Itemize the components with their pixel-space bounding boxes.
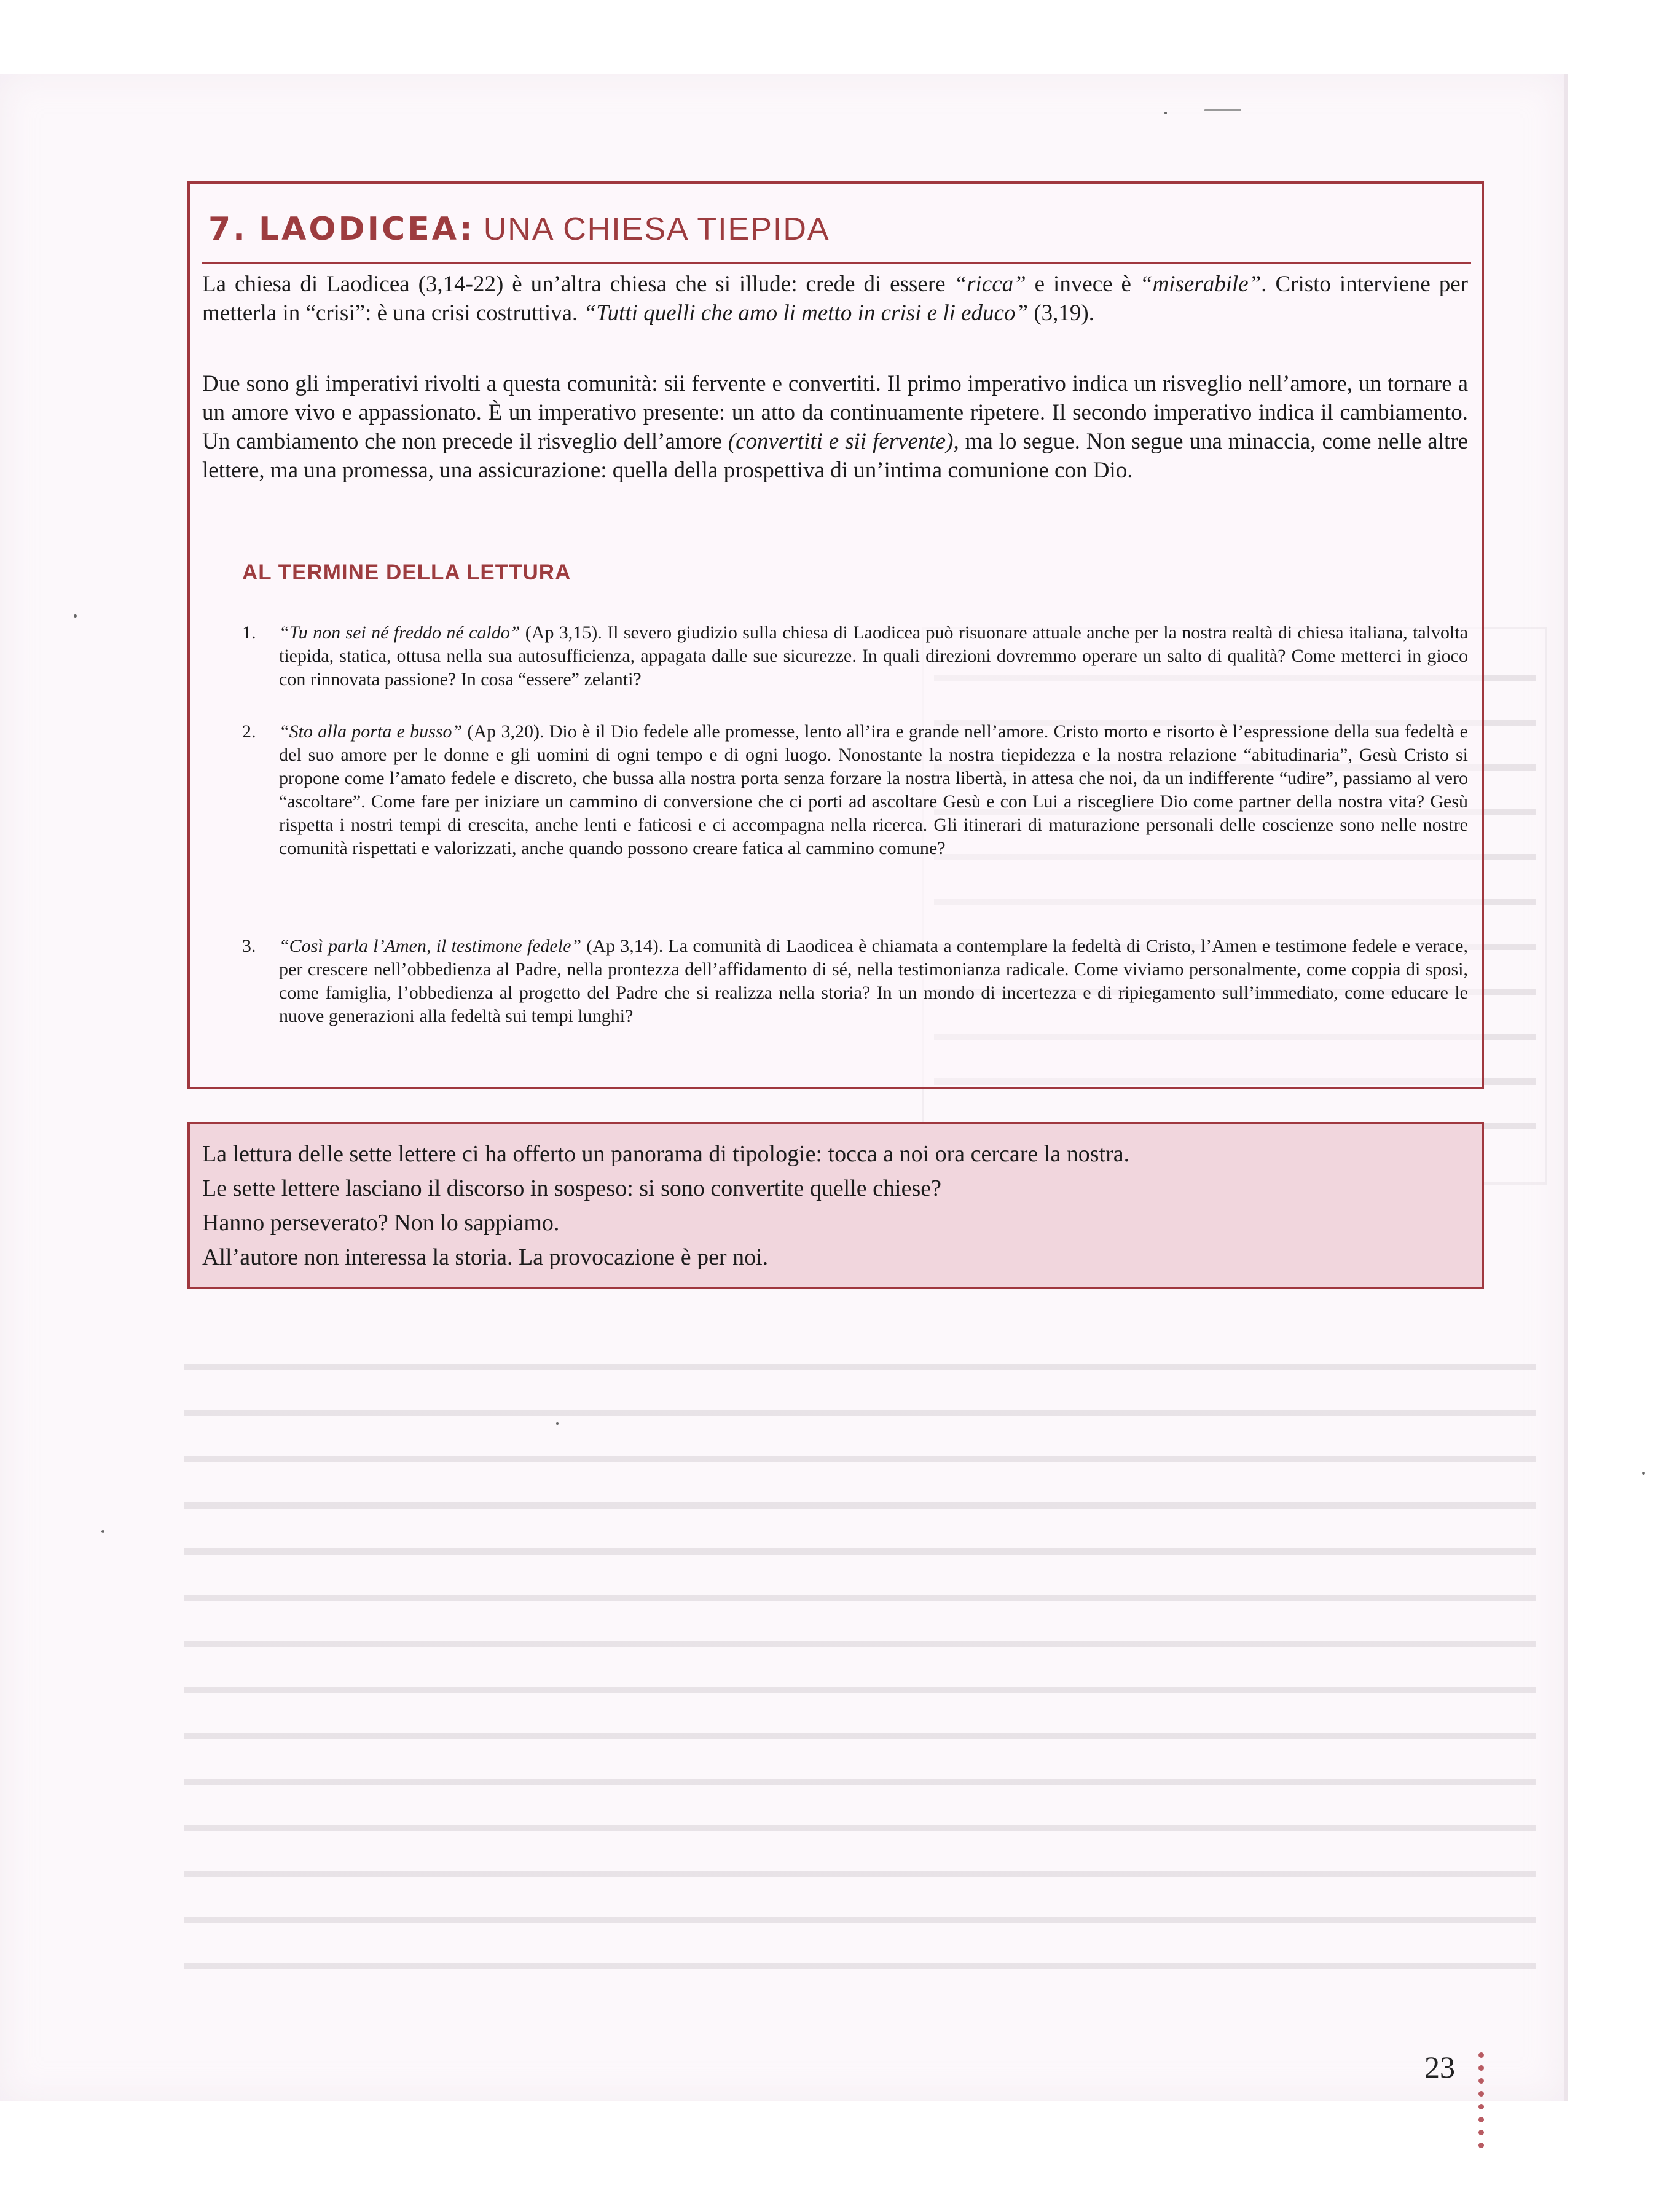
question-item xyxy=(242,935,1468,1028)
ornament-dot xyxy=(1478,2091,1484,2097)
chapter-number: 7. xyxy=(208,210,248,248)
scan-speck xyxy=(74,614,77,618)
chapter-subtitle: UNA CHIESA TIEPIDA xyxy=(483,211,830,247)
page-number: 23 xyxy=(1424,2050,1455,2084)
question-body: (Ap 3,15). Il severo giudizio sulla chiesa di Laodicea può risuonare attuale anche per la nostra realtà di chiesa italiana, talvolta tiepida, statica, ottusa nella sua autosufficienza, appagata dalle sue sicurezze. In quali direzioni dovremmo operare un salto di qualità? Come metterci in gioco con rinnovata passione? In cosa “essere” zelanti? xyxy=(279,622,1469,689)
ornament-dot xyxy=(1478,2065,1484,2071)
closing-line: All’autore non interessa la storia. La provocazione è per noi. xyxy=(202,1244,769,1270)
chapter-title xyxy=(202,196,1471,264)
ornament-dot xyxy=(1478,2104,1484,2109)
chapter-name: LAODICEA: xyxy=(258,210,475,248)
ornament-dot xyxy=(1478,2130,1484,2135)
intro-paragraph: La chiesa di Laodicea (3,14-22) è un’altra chiesa che si illude: crede di essere “ricca” e invece è “miserabile”. Cristo interviene per metterla in “crisi”: è una crisi costruttiva. “Tutti quelli che amo li metto in crisi e li educo” (3,19). xyxy=(202,272,1468,326)
question-text xyxy=(279,935,1468,1028)
question-body: (Ap 3,14). La comunità di Laodicea è chiamata a contemplare la fedeltà di Cristo, l’Amen e testimone fedele e verace, per crescere nell’obbedienza al Padre, nella prontezza dell’affidamento di sé, nella testimonianza radicale. Come viviamo personalmente, come coppia di sposi, come famiglia, l’obbedienza al progetto del Padre che si realizza nella storia? In un mondo di incertezza e di ripiegamento sull’immediato, come educare le nuove generazioni alla fedeltà sui tempi lunghi? xyxy=(279,936,1468,1026)
chapter-box xyxy=(187,181,1484,1089)
scan-speck xyxy=(101,1530,104,1533)
ornament-dot xyxy=(1478,2143,1484,2148)
ornament-dot xyxy=(1478,2078,1484,2084)
ornament-dot xyxy=(1478,2052,1484,2058)
question-item xyxy=(242,621,1468,691)
section-heading: AL TERMINE DELLA LETTURA xyxy=(242,560,571,584)
scan-speck xyxy=(1642,1472,1645,1475)
closing-box xyxy=(187,1122,1484,1289)
page-dots-ornament xyxy=(1478,2052,1486,2156)
question-number: 2. xyxy=(242,721,256,742)
scan-speck xyxy=(556,1422,559,1425)
scan-speck xyxy=(1164,112,1167,114)
page-edge xyxy=(1564,74,1568,2101)
scan-speck xyxy=(1204,109,1241,111)
imperatives-paragraph: Due sono gli imperativi rivolti a questa comunità: sii fervente e convertiti. Il primo imperativo indica un risveglio nell’amore, un tornare a un amore vivo e appassionato. È un imperativo presente: un atto da continuamente ripetere. Il secondo imperativo indica il cambiamento. Un cambiamento che non precede il risveglio dell’amore (convertiti e sii fervente), ma lo segue. Non segue una minaccia, come nelle altre lettere, ma una promessa, una assicurazione: quella della prospettiva di un’intima comunione con Dio. xyxy=(202,371,1468,483)
closing-line: Le sette lettere lasciano il discorso in sospeso: si sono convertite quelle chiese? xyxy=(202,1175,941,1201)
question-quote: “Così parla l’Amen, il testimone fedele” xyxy=(279,936,582,956)
question-number: 1. xyxy=(242,622,256,643)
question-text xyxy=(279,621,1468,691)
question-item xyxy=(242,720,1468,860)
question-body: (Ap 3,20). Dio è il Dio fedele alle promesse, lento all’ira e grande nell’amore. Cristo morto e risorto è l’espressione della sua fedeltà e del suo amore per le donne e gli uomini di ogni tempo e di ogni luogo. Nonostante la nostra tiepidezza e la nostra relazione “abitudinaria”, Gesù Cristo si propone come l’amato fedele e discreto, che bussa alla nostra porta senza forzare la nostra libertà, in attesa che noi, da un indifferente “udire”, passiamo al vero “ascoltare”. Come fare per iniziare un cammino di conversione che ci porti ad ascoltare Gesù e con Lui a riscegliere Dio come partner della nostra vita? Gesù rispetta i nostri tempi di crescita, anche lenti e faticosi e ci accompagna nella ricerca. Gli itinerari di maturazione personali delle coscienze sono nelle nostre comunità rispettati e valorizzati, anche quando possono creare fatica al cammino comune? xyxy=(279,721,1468,858)
ornament-dot xyxy=(1478,2117,1484,2122)
question-quote: “Tu non sei né freddo né caldo” xyxy=(279,622,520,643)
question-quote: “Sto alla porta e busso” xyxy=(279,721,463,742)
question-text xyxy=(279,720,1468,860)
closing-line: Hanno perseverato? Non lo sappiamo. xyxy=(202,1210,560,1236)
closing-line: La lettura delle sette lettere ci ha offerto un panorama di tipologie: tocca a noi ora cercare la nostra. xyxy=(202,1141,1130,1167)
question-number: 3. xyxy=(242,936,256,956)
